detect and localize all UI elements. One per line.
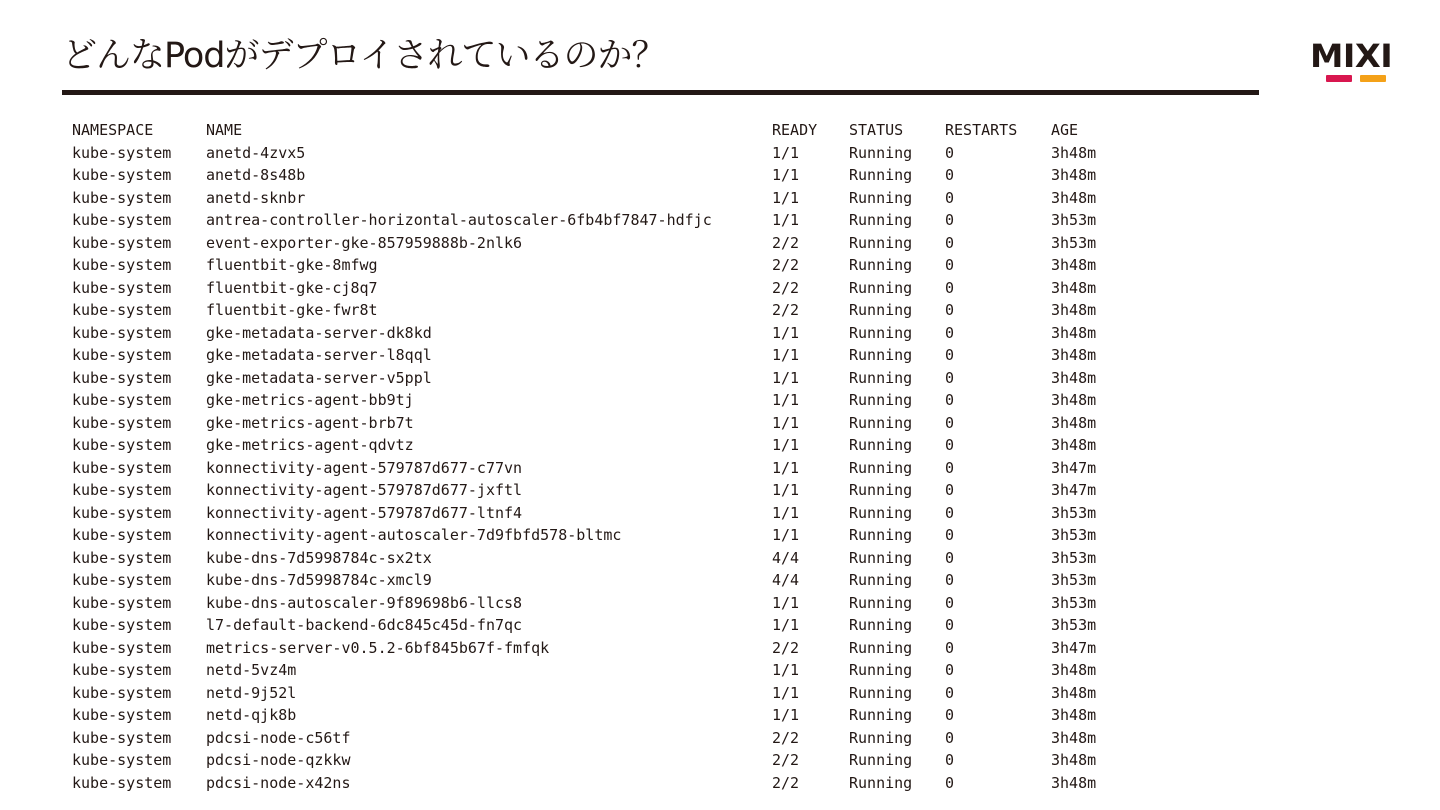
cell-restarts: 0 [945, 526, 955, 544]
cell-pod-name: konnectivity-agent-579787d677-ltnf4 [206, 503, 523, 522]
cell-restarts: 0 [945, 346, 955, 364]
cell-status: Running [849, 728, 913, 747]
cell-age: 3h53m [1051, 571, 1097, 589]
cell-pod-name: konnectivity-agent-579787d677-jxftl [206, 481, 523, 499]
cell-status: Running [849, 526, 913, 544]
cell-age: 3h48m [1051, 661, 1097, 679]
cell-ready: 1/1 [772, 413, 800, 432]
cell-restarts: 0 [945, 301, 955, 319]
cell-restarts: 0 [945, 481, 955, 499]
cell-ready: 1/1 [772, 368, 800, 387]
cell-restarts: 0 [945, 593, 955, 612]
cell-age: 3h53m [1051, 526, 1097, 544]
cell-pod-name: gke-metrics-agent-qdvtz [206, 436, 414, 454]
cell-ready: 2/2 [772, 301, 800, 319]
cell-namespace: kube-system [72, 593, 172, 612]
cell-pod-name: fluentbit-gke-cj8q7 [206, 278, 378, 297]
cell-status: Running [849, 706, 913, 724]
cell-status: Running [849, 233, 913, 252]
header-ready: READY [772, 121, 818, 139]
cell-age: 3h48m [1051, 166, 1097, 184]
cell-ready: 1/1 [772, 593, 800, 612]
cell-pod-name: gke-metadata-server-dk8kd [206, 323, 432, 342]
cell-pod-name: gke-metadata-server-l8qql [206, 346, 432, 364]
cell-restarts: 0 [945, 751, 955, 769]
cell-ready: 1/1 [772, 166, 800, 184]
cell-namespace: kube-system [72, 571, 172, 589]
cell-age: 3h48m [1051, 683, 1097, 702]
cell-ready: 4/4 [772, 571, 800, 589]
cell-ready: 2/2 [772, 751, 800, 769]
cell-namespace: kube-system [72, 773, 172, 792]
cell-age: 3h48m [1051, 301, 1097, 319]
cell-age: 3h48m [1051, 256, 1097, 274]
cell-ready: 2/2 [772, 728, 800, 747]
cell-pod-name: kube-dns-autoscaler-9f89698b6-llcs8 [206, 593, 523, 612]
cell-status: Running [849, 143, 913, 162]
cell-age: 3h53m [1051, 593, 1097, 612]
cell-pod-name: gke-metrics-agent-bb9tj [206, 391, 414, 409]
cell-pod-name: metrics-server-v0.5.2-6bf845b67f-fmfqk [206, 638, 550, 657]
cell-restarts: 0 [945, 458, 955, 477]
cell-status: Running [849, 211, 913, 229]
cell-ready: 1/1 [772, 683, 800, 702]
title-underline [62, 90, 1259, 95]
cell-status: Running [849, 346, 913, 364]
cell-ready: 1/1 [772, 323, 800, 342]
header-namespace: NAMESPACE [72, 121, 154, 139]
cell-namespace: kube-system [72, 706, 172, 724]
cell-namespace: kube-system [72, 143, 172, 162]
cell-status: Running [849, 278, 913, 297]
cell-namespace: kube-system [72, 233, 172, 252]
cell-pod-name: pdcsi-node-qzkkw [206, 751, 351, 769]
cell-status: Running [849, 571, 913, 589]
cell-namespace: kube-system [72, 728, 172, 747]
cell-age: 3h48m [1051, 368, 1097, 387]
cell-ready: 1/1 [772, 436, 800, 454]
cell-age: 3h53m [1051, 211, 1097, 229]
header-restarts: RESTARTS [945, 121, 1018, 139]
cell-pod-name: netd-5vz4m [206, 661, 297, 679]
cell-restarts: 0 [945, 391, 955, 409]
slide-title: どんなPodがデプロイされているのか？ [62, 36, 666, 76]
cell-ready: 1/1 [772, 391, 800, 409]
cell-age: 3h47m [1051, 458, 1097, 477]
cell-age: 3h48m [1051, 728, 1097, 747]
cell-restarts: 0 [945, 323, 955, 342]
cell-status: Running [849, 188, 913, 207]
cell-namespace: kube-system [72, 346, 172, 364]
cell-age: 3h48m [1051, 143, 1097, 162]
cell-pod-name: fluentbit-gke-fwr8t [206, 301, 378, 319]
cell-age: 3h48m [1051, 323, 1097, 342]
cell-namespace: kube-system [72, 166, 172, 184]
cell-namespace: kube-system [72, 751, 172, 769]
cell-ready: 1/1 [772, 481, 800, 499]
cell-restarts: 0 [945, 616, 955, 634]
cell-pod-name: kube-dns-7d5998784c-sx2tx [206, 548, 432, 567]
cell-restarts: 0 [945, 166, 955, 184]
cell-age: 3h48m [1051, 346, 1097, 364]
cell-ready: 1/1 [772, 706, 800, 724]
cell-restarts: 0 [945, 548, 955, 567]
cell-namespace: kube-system [72, 301, 172, 319]
cell-namespace: kube-system [72, 503, 172, 522]
cell-namespace: kube-system [72, 661, 172, 679]
cell-age: 3h48m [1051, 278, 1097, 297]
cell-age: 3h47m [1051, 481, 1097, 499]
cell-namespace: kube-system [72, 548, 172, 567]
logo-bar-pink [1326, 75, 1352, 82]
cell-age: 3h48m [1051, 773, 1097, 792]
cell-pod-name: l7-default-backend-6dc845c45d-fn7qc [206, 616, 523, 634]
cell-status: Running [849, 323, 913, 342]
cell-age: 3h53m [1051, 548, 1097, 567]
cell-namespace: kube-system [72, 638, 172, 657]
cell-pod-name: anetd-4zvx5 [206, 143, 306, 162]
cell-ready: 1/1 [772, 346, 800, 364]
cell-status: Running [849, 166, 913, 184]
cell-restarts: 0 [945, 773, 955, 792]
cell-namespace: kube-system [72, 436, 172, 454]
cell-status: Running [849, 661, 913, 679]
cell-ready: 1/1 [772, 661, 800, 679]
cell-namespace: kube-system [72, 323, 172, 342]
cell-age: 3h47m [1051, 638, 1097, 657]
cell-ready: 1/1 [772, 143, 800, 162]
cell-restarts: 0 [945, 233, 955, 252]
cell-ready: 2/2 [772, 638, 800, 657]
cell-restarts: 0 [945, 436, 955, 454]
cell-status: Running [849, 436, 913, 454]
cell-pod-name: konnectivity-agent-autoscaler-7d9fbfd578-bltmc [206, 526, 622, 544]
cell-namespace: kube-system [72, 391, 172, 409]
cell-namespace: kube-system [72, 481, 172, 499]
cell-restarts: 0 [945, 143, 955, 162]
mixi-logo [1310, 37, 1402, 84]
cell-restarts: 0 [945, 661, 955, 679]
cell-status: Running [849, 593, 913, 612]
header-status: STATUS [849, 121, 904, 139]
cell-age: 3h48m [1051, 751, 1097, 769]
logo-bar-orange [1360, 75, 1386, 82]
cell-ready: 1/1 [772, 211, 800, 229]
cell-age: 3h53m [1051, 233, 1097, 252]
cell-ready: 2/2 [772, 256, 800, 274]
cell-pod-name: konnectivity-agent-579787d677-c77vn [206, 458, 523, 477]
header-age: AGE [1051, 121, 1079, 139]
cell-pod-name: kube-dns-7d5998784c-xmcl9 [206, 571, 432, 589]
cell-ready: 2/2 [772, 773, 800, 792]
cell-status: Running [849, 503, 913, 522]
cell-status: Running [849, 368, 913, 387]
cell-namespace: kube-system [72, 413, 172, 432]
cell-restarts: 0 [945, 413, 955, 432]
cell-ready: 1/1 [772, 458, 800, 477]
cell-age: 3h48m [1051, 188, 1097, 207]
cell-pod-name: anetd-sknbr [206, 188, 306, 207]
cell-pod-name: netd-qjk8b [206, 706, 297, 724]
cell-status: Running [849, 616, 913, 634]
cell-status: Running [849, 481, 913, 499]
cell-age: 3h48m [1051, 413, 1097, 432]
cell-status: Running [849, 751, 913, 769]
cell-pod-name: event-exporter-gke-857959888b-2nlk6 [206, 233, 523, 252]
cell-pod-name: pdcsi-node-c56tf [206, 728, 351, 747]
cell-restarts: 0 [945, 188, 955, 207]
cell-namespace: kube-system [72, 188, 172, 207]
cell-age: 3h48m [1051, 391, 1097, 409]
cell-restarts: 0 [945, 256, 955, 274]
cell-status: Running [849, 638, 913, 657]
header-name: NAME [206, 121, 243, 139]
cell-status: Running [849, 548, 913, 567]
cell-status: Running [849, 683, 913, 702]
cell-pod-name: antrea-controller-horizontal-autoscaler-6fb4bf7847-hdfjc [206, 211, 712, 229]
cell-restarts: 0 [945, 638, 955, 657]
cell-status: Running [849, 256, 913, 274]
cell-status: Running [849, 413, 913, 432]
cell-ready: 2/2 [772, 233, 800, 252]
cell-pod-name: gke-metadata-server-v5ppl [206, 368, 432, 387]
cell-namespace: kube-system [72, 683, 172, 702]
cell-namespace: kube-system [72, 458, 172, 477]
cell-pod-name: fluentbit-gke-8mfwg [206, 256, 378, 274]
cell-ready: 1/1 [772, 616, 800, 634]
cell-age: 3h48m [1051, 706, 1097, 724]
cell-restarts: 0 [945, 683, 955, 702]
cell-namespace: kube-system [72, 616, 172, 634]
cell-restarts: 0 [945, 211, 955, 229]
cell-namespace: kube-system [72, 278, 172, 297]
cell-age: 3h53m [1051, 503, 1097, 522]
cell-ready: 1/1 [772, 526, 800, 544]
cell-namespace: kube-system [72, 368, 172, 387]
cell-pod-name: netd-9j52l [206, 683, 297, 702]
cell-status: Running [849, 301, 913, 319]
cell-pod-name: anetd-8s48b [206, 166, 306, 184]
cell-ready: 1/1 [772, 503, 800, 522]
cell-restarts: 0 [945, 571, 955, 589]
cell-namespace: kube-system [72, 526, 172, 544]
cell-restarts: 0 [945, 728, 955, 747]
cell-restarts: 0 [945, 368, 955, 387]
cell-restarts: 0 [945, 706, 955, 724]
cell-ready: 4/4 [772, 548, 800, 567]
cell-restarts: 0 [945, 503, 955, 522]
cell-status: Running [849, 458, 913, 477]
cell-restarts: 0 [945, 278, 955, 297]
cell-status: Running [849, 773, 913, 792]
logo-text: MIXI [1310, 37, 1393, 75]
cell-pod-name: gke-metrics-agent-brb7t [206, 413, 414, 432]
cell-age: 3h48m [1051, 436, 1097, 454]
cell-status: Running [849, 391, 913, 409]
cell-age: 3h53m [1051, 616, 1097, 634]
cell-pod-name: pdcsi-node-x42ns [206, 773, 351, 792]
cell-ready: 1/1 [772, 188, 800, 207]
cell-namespace: kube-system [72, 211, 172, 229]
cell-namespace: kube-system [72, 256, 172, 274]
cell-ready: 2/2 [772, 278, 800, 297]
